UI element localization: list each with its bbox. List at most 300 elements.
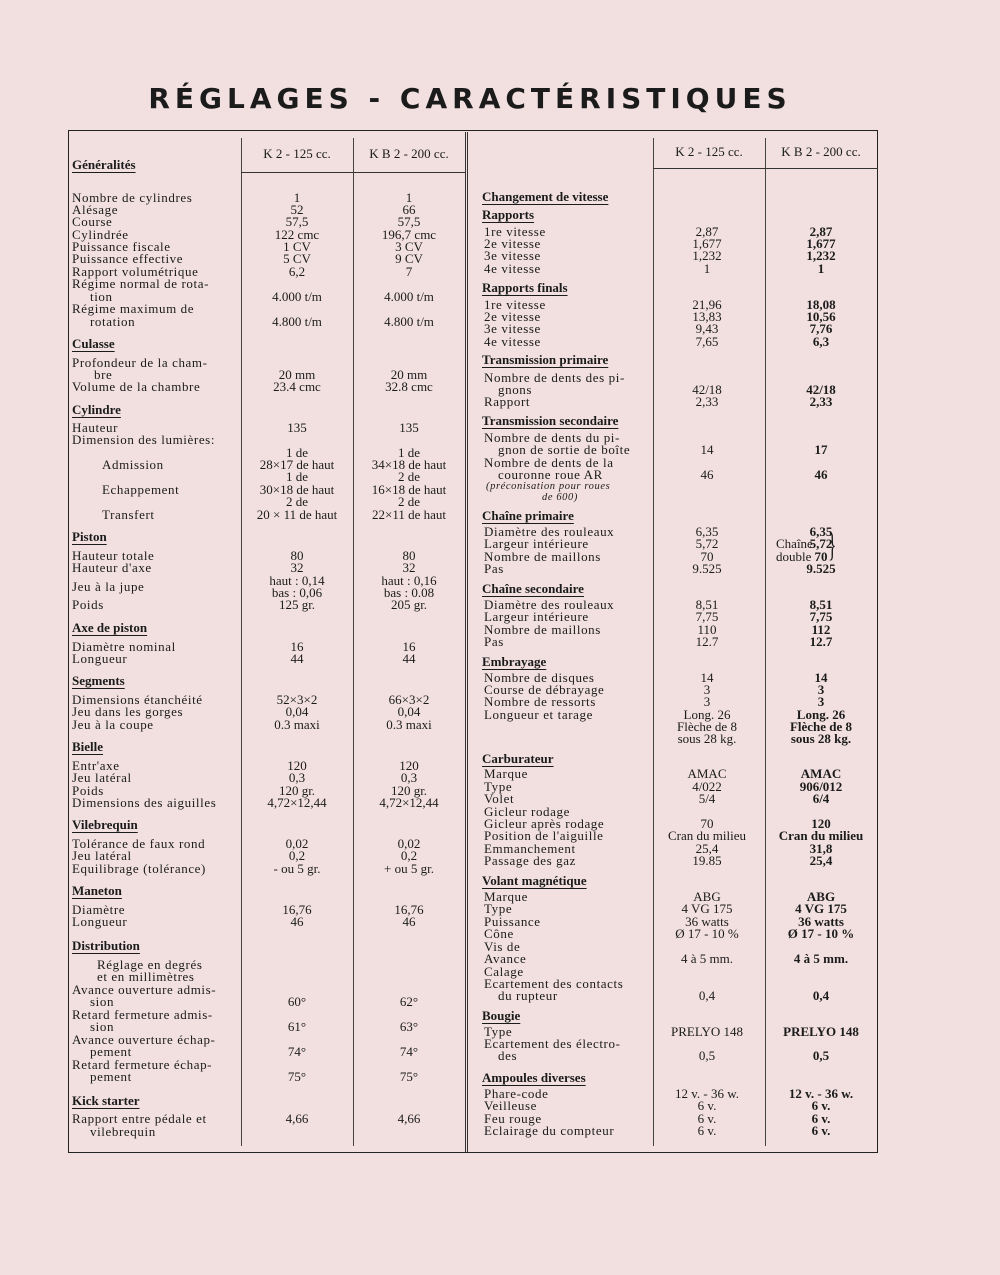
value-kb2: 17: [814, 442, 828, 457]
value-kb2: 4.000 t/m: [384, 289, 434, 304]
value-k2: 21,96: [692, 297, 722, 312]
value-kb2: 906/012: [799, 779, 843, 794]
value-k2: 4 à 5 mm.: [681, 951, 733, 966]
value-k2: sous 28 kg.: [677, 731, 737, 746]
section-heading: Cylindre: [72, 402, 121, 417]
spec-label: Jeu latéral: [72, 770, 132, 785]
value-kb2: 8,51: [809, 597, 833, 612]
section-heading: Culasse: [72, 336, 115, 351]
value-kb2: sous 28 kg.: [790, 731, 852, 746]
value-kb2: 25,4: [809, 853, 833, 868]
value-k2: 23.4 cmc: [273, 379, 321, 394]
value-kb2: 4,72×12,44: [379, 795, 439, 810]
value-kb2: 112: [811, 622, 831, 637]
spec-label: sion: [90, 1019, 115, 1034]
header-kb2-right: K B 2 - 200 cc.: [781, 144, 861, 159]
spec-label: 1re vitesse: [484, 224, 546, 239]
value-k2: 5 CV: [283, 251, 311, 266]
value-kb2: 10,56: [806, 309, 836, 324]
value-kb2: 6,35: [809, 524, 833, 539]
spec-label: Longueur et tarage: [484, 707, 593, 722]
spec-label: Nombre de dents du pi-: [484, 430, 620, 445]
value-k2: 1 de: [285, 469, 309, 484]
spec-label: Ecartement des contacts: [484, 976, 624, 991]
spec-label: Type: [484, 779, 513, 794]
spec-label: Avance ouverture admis-: [72, 982, 217, 997]
spec-label: Dimensions étanchéité: [72, 692, 203, 707]
value-k2: Long. 26: [683, 707, 731, 722]
section-heading: Changement de vitesse: [482, 189, 609, 204]
value-k2: 1: [293, 190, 301, 205]
spec-label: Position de l'aiguille: [484, 828, 604, 843]
spec-label: Cylindrée: [72, 227, 129, 242]
spec-label: Course: [72, 214, 113, 229]
spec-label: Diamètre nominal: [72, 639, 176, 654]
value-k2: 8,51: [695, 597, 719, 612]
value-kb2: 0,3: [400, 770, 418, 785]
section-heading: Rapports finals: [482, 280, 568, 295]
value-k2: 12.7: [695, 634, 719, 649]
value-kb2: 4 à 5 mm.: [793, 951, 849, 966]
value-k2: 61°: [287, 1019, 307, 1034]
value-kb2: 32.8 cmc: [385, 379, 433, 394]
spec-label: Feu rouge: [484, 1111, 542, 1126]
spec-label: Jeu dans les gorges: [72, 704, 184, 719]
value-kb2: 7: [405, 264, 413, 279]
value-kb2: 2 de: [397, 469, 421, 484]
value-k2: 13,83: [692, 309, 722, 324]
value-kb2: 57,5: [397, 214, 421, 229]
section-heading: Chaîne primaire: [482, 508, 574, 523]
spec-label: Dimension des lumières:: [72, 432, 216, 447]
spec-label: Profondeur de la cham-: [72, 355, 208, 370]
section-heading: Segments: [72, 673, 125, 688]
value-kb2: 80: [402, 548, 416, 563]
value-k2: AMAC: [687, 766, 727, 781]
spec-label: Echappement: [102, 482, 180, 497]
value-kb2: 18,08: [806, 297, 836, 312]
value-k2: 6 v.: [697, 1111, 717, 1126]
spec-label: Transfert: [102, 507, 155, 522]
value-k2: 16,76: [282, 902, 312, 917]
spec-label: Alésage: [72, 202, 119, 217]
spec-label: Nombre de dents de la: [484, 455, 614, 470]
value-k2: 125 gr.: [278, 597, 316, 612]
value-k2: 3: [703, 682, 711, 697]
spec-label: Puissance fiscale: [72, 239, 171, 254]
value-kb2: 4,66: [397, 1111, 421, 1126]
value-k2: 6 v.: [697, 1098, 717, 1113]
value-k2: 70: [700, 549, 714, 564]
spec-label: Rapport entre pédale et: [72, 1111, 207, 1126]
value-k2: 36 watts: [685, 914, 729, 929]
spec-label: Retard fermeture admis-: [72, 1007, 213, 1022]
spec-label: Puissance: [484, 914, 541, 929]
header-k2-right: K 2 - 125 cc.: [675, 144, 743, 159]
value-kb2: ABG: [806, 889, 836, 904]
section-heading: Bougie: [482, 1008, 521, 1023]
value-kb2: 70: [814, 549, 828, 564]
value-k2: 9,43: [695, 321, 719, 336]
value-k2: - ou 5 gr.: [273, 861, 321, 876]
spec-label: Nombre de maillons: [484, 549, 601, 564]
value-kb2: 1,232: [806, 248, 836, 263]
section-heading: Généralités: [72, 157, 136, 172]
value-kb2: 44: [402, 651, 416, 666]
value-kb2: 12 v. - 36 w.: [788, 1086, 854, 1101]
value-k2: 122 cmc: [274, 227, 320, 242]
value-k2: 30×18 de haut: [259, 482, 335, 497]
spec-label: Jeu à la coupe: [72, 717, 154, 732]
spec-label: Volet: [484, 791, 515, 806]
value-k2: 52: [290, 202, 304, 217]
value-k2: 0,5: [698, 1048, 716, 1063]
header-kb2-left: K B 2 - 200 cc.: [369, 146, 449, 161]
value-k2: 80: [290, 548, 304, 563]
spec-label: Hauteur d'axe: [72, 560, 152, 575]
value-k2: 14: [700, 670, 714, 685]
value-k2: 14: [700, 442, 714, 457]
spec-label: Largeur intérieure: [484, 536, 589, 551]
spec-label: Jeu latéral: [72, 848, 132, 863]
spec-label: Ecartement des électro-: [484, 1036, 621, 1051]
value-kb2: bas : 0.08: [383, 585, 435, 600]
value-kb2: 20 mm: [390, 367, 428, 382]
value-kb2: 16×18 de haut: [371, 482, 447, 497]
value-k2: 1,677: [692, 236, 722, 251]
value-kb2: 62°: [399, 994, 419, 1009]
section-heading: Rapports: [482, 207, 535, 222]
value-kb2: 120: [811, 816, 831, 831]
spec-label: Longueur: [72, 651, 128, 666]
value-kb2: 1: [405, 190, 413, 205]
spec-label: Avance: [484, 951, 527, 966]
value-kb2: 135: [399, 420, 419, 435]
spec-label: pement: [90, 1069, 132, 1084]
value-kb2: 75°: [399, 1069, 419, 1084]
spec-label: gnons: [498, 382, 533, 397]
section-heading: Embrayage: [482, 654, 547, 669]
spec-label: Cône: [484, 926, 514, 941]
value-kb2: 6/4: [812, 791, 830, 806]
section-heading: Axe de piston: [72, 620, 148, 635]
value-k2: 52×3×2: [276, 692, 318, 707]
value-kb2: 0,4: [812, 988, 830, 1003]
spec-label: Régime normal de rota-: [72, 276, 210, 291]
spec-label: 1re vitesse: [484, 297, 546, 312]
section-heading: Maneton: [72, 883, 122, 898]
spec-label: Vis de: [484, 939, 521, 954]
value-kb2: 2,87: [809, 224, 833, 239]
spec-label: Eclairage du compteur: [484, 1123, 615, 1138]
value-k2: 7,75: [695, 609, 719, 624]
value-k2: 9.525: [692, 561, 722, 576]
spec-label: Dimensions des aiguilles: [72, 795, 217, 810]
value-k2: 2,33: [695, 394, 719, 409]
value-k2: 6,35: [695, 524, 719, 539]
value-kb2: 6 v.: [811, 1111, 831, 1126]
spec-label: sion: [90, 994, 115, 1009]
value-k2: Ø 17 - 10 %: [675, 926, 739, 941]
value-kb2: Long. 26: [796, 707, 846, 722]
value-k2: 110: [697, 622, 717, 637]
spec-label: 4e vitesse: [484, 334, 541, 349]
spec-label: Volume de la chambre: [72, 379, 201, 394]
value-k2: 4.000 t/m: [272, 289, 322, 304]
value-k2: 2 de: [285, 494, 309, 509]
value-kb2: 0,2: [400, 848, 418, 863]
value-k2: 60°: [287, 994, 307, 1009]
spec-label: Passage des gaz: [484, 853, 577, 868]
value-k2: 12 v. - 36 w.: [674, 1086, 740, 1101]
spec-label: 2e vitesse: [484, 236, 541, 251]
value-k2: 25,4: [695, 841, 719, 856]
section-heading: Volant magnétique: [482, 873, 587, 888]
spec-label: Nombre de maillons: [484, 622, 601, 637]
value-k2: 28×17 de haut: [259, 457, 335, 472]
value-k2: 42/18: [692, 382, 722, 397]
value-k2: Cran du milieu: [668, 828, 746, 843]
spec-label: Type: [484, 901, 513, 916]
value-kb2: 32: [402, 560, 416, 575]
value-kb2: 2,33: [809, 394, 833, 409]
value-kb2: 2 de: [397, 494, 421, 509]
value-k2: 57,5: [285, 214, 309, 229]
section-heading: Distribution: [72, 938, 140, 953]
center-divider: [465, 132, 468, 1152]
spec-label: Poids: [72, 783, 104, 798]
value-k2: haut : 0,14: [269, 573, 325, 588]
spec-label: et en millimètres: [97, 969, 195, 984]
spec-label: de 600): [542, 492, 578, 503]
chain-note-line2: double: [776, 549, 812, 564]
spec-label: 2e vitesse: [484, 309, 541, 324]
value-kb2: 9.525: [806, 561, 836, 576]
spec-label: Tolérance de faux rond: [72, 836, 206, 851]
value-k2: 5/4: [698, 791, 716, 806]
spec-label: 3e vitesse: [484, 248, 541, 263]
value-k2: 1 de: [285, 445, 309, 460]
spec-label: Gicleur après rodage: [484, 816, 605, 831]
value-k2: 1: [703, 261, 711, 276]
value-kb2: 4.800 t/m: [384, 314, 434, 329]
value-kb2: 196,7 cmc: [381, 227, 437, 242]
section-heading: Bielle: [72, 739, 104, 754]
spec-label: Gicleur rodage: [484, 804, 570, 819]
spec-label: Calage: [484, 964, 524, 979]
value-k2: 70: [700, 816, 714, 831]
value-kb2: 5,72: [809, 536, 833, 551]
spec-label: vilebrequin: [90, 1124, 156, 1139]
value-k2: 1,232: [692, 248, 722, 263]
chain-note: [776, 538, 813, 563]
value-kb2: 16,76: [394, 902, 424, 917]
spec-label: couronne roue AR: [498, 467, 603, 482]
value-k2: 32: [290, 560, 304, 575]
value-kb2: 3: [817, 694, 825, 709]
spec-label: Nombre de cylindres: [72, 190, 193, 205]
spec-label: Entr'axe: [72, 758, 120, 773]
value-kb2: 7,75: [809, 609, 833, 624]
spec-label: Marque: [484, 889, 529, 904]
spec-label: Admission: [102, 457, 164, 472]
value-kb2: 3 CV: [395, 239, 423, 254]
spec-label: Nombre de ressorts: [484, 694, 596, 709]
value-kb2: 0,02: [397, 836, 421, 851]
spec-label: Rapport volumétrique: [72, 264, 199, 279]
value-kb2: AMAC: [800, 766, 842, 781]
value-k2: 74°: [287, 1044, 307, 1059]
spec-label: gnon de sortie de boîte: [498, 442, 631, 457]
section-heading: Transmission primaire: [482, 352, 609, 367]
value-kb2: 0,5: [812, 1048, 830, 1063]
value-kb2: Ø 17 - 10 %: [787, 926, 855, 941]
value-k2: 46: [700, 467, 714, 482]
section-heading: Piston: [72, 529, 107, 544]
spec-label: Diamètre des rouleaux: [484, 597, 615, 612]
spec-label: (préconisation pour roues: [486, 481, 611, 492]
spec-label: Jeu à la jupe: [72, 579, 145, 594]
value-kb2: 22×11 de haut: [371, 507, 446, 522]
value-kb2: 6,3: [812, 334, 830, 349]
value-kb2: 34×18 de haut: [371, 457, 447, 472]
spec-label: des: [498, 1048, 518, 1063]
section-heading: Vilebrequin: [72, 817, 138, 832]
value-kb2: 66×3×2: [388, 692, 430, 707]
spec-label: Marque: [484, 766, 529, 781]
spec-label: Largeur intérieure: [484, 609, 589, 624]
value-kb2: 205 gr.: [390, 597, 428, 612]
value-kb2: 4 VG 175: [795, 901, 847, 916]
spec-label: Type: [484, 1024, 513, 1039]
spec-label: Régime maximum de: [72, 301, 195, 316]
value-kb2: 36 watts: [798, 914, 844, 929]
spec-label: Puissance effective: [72, 251, 184, 266]
value-k2: 0,4: [698, 988, 716, 1003]
spec-label: rotation: [90, 314, 136, 329]
value-kb2: 16: [402, 639, 416, 654]
spec-label: Hauteur totale: [72, 548, 155, 563]
value-k2: 5,72: [695, 536, 719, 551]
value-k2: 75°: [287, 1069, 307, 1084]
brace-icon: }: [828, 527, 837, 564]
value-k2: 0,2: [288, 848, 306, 863]
value-k2: 4 VG 175: [681, 901, 733, 916]
value-k2: 20 mm: [278, 367, 316, 382]
spec-label: Poids: [72, 597, 104, 612]
section-heading: Chaîne secondaire: [482, 581, 584, 596]
header-rule: [653, 168, 878, 169]
spec-label: tion: [90, 289, 113, 304]
value-kb2: 7,76: [809, 321, 833, 336]
value-kb2: 1,677: [806, 236, 836, 251]
value-k2: 0,04: [285, 704, 309, 719]
spec-label: du rupteur: [498, 988, 558, 1003]
value-k2: 4/022: [692, 779, 722, 794]
value-kb2: 1 de: [397, 445, 421, 460]
value-kb2: PRELYO 148: [783, 1024, 859, 1039]
value-k2: 2,87: [695, 224, 719, 239]
value-k2: bas : 0,06: [271, 585, 323, 600]
page-title: RÉGLAGES - CARACTÉRISTIQUES: [148, 82, 792, 115]
header-rule: [241, 172, 465, 173]
spec-label: Retard fermeture échap-: [72, 1057, 213, 1072]
value-k2: 3: [703, 694, 711, 709]
value-k2: 135: [287, 420, 307, 435]
section-heading: Transmission secondaire: [482, 413, 619, 428]
value-k2: 4.800 t/m: [272, 314, 322, 329]
value-k2: 0,3: [288, 770, 306, 785]
value-k2: 44: [290, 651, 304, 666]
value-k2: 120 gr.: [278, 783, 316, 798]
section-heading: Ampoules diverses: [482, 1070, 586, 1085]
value-kb2: Flèche de 8: [789, 719, 853, 734]
spec-label: Nombre de disques: [484, 670, 595, 685]
value-kb2: 0.3 maxi: [386, 717, 432, 732]
spec-label: Equilibrage (tolérance): [72, 861, 206, 876]
value-kb2: 0,04: [397, 704, 421, 719]
spec-label: Rapport: [484, 394, 531, 409]
value-kb2: + ou 5 gr.: [384, 861, 434, 876]
value-k2: 4,72×12,44: [267, 795, 327, 810]
value-k2: ABG: [693, 889, 721, 904]
spec-label: Diamètre: [72, 902, 126, 917]
section-heading: Kick starter: [72, 1093, 140, 1108]
value-kb2: 6 v.: [811, 1098, 831, 1113]
spec-label: Longueur: [72, 914, 128, 929]
value-kb2: 74°: [399, 1044, 419, 1059]
spec-label: pement: [90, 1044, 132, 1059]
value-kb2: haut : 0,16: [381, 573, 437, 588]
value-k2: 1 CV: [283, 239, 311, 254]
spec-label: Course de débrayage: [484, 682, 605, 697]
value-kb2: 31,8: [809, 841, 833, 856]
value-kb2: 66: [402, 202, 416, 217]
value-k2: 6 v.: [697, 1123, 717, 1138]
section-heading: Carburateur: [482, 751, 554, 766]
value-k2: 20 × 11 de haut: [256, 507, 338, 522]
value-k2: 16: [290, 639, 304, 654]
value-kb2: 14: [814, 670, 828, 685]
header-k2-left: K 2 - 125 cc.: [263, 146, 331, 161]
spec-label: Diamètre des rouleaux: [484, 524, 615, 539]
value-kb2: 9 CV: [395, 251, 423, 266]
spec-label: Réglage en degrés: [97, 957, 203, 972]
value-k2: 6,2: [288, 264, 306, 279]
value-k2: PRELYO 148: [670, 1024, 743, 1039]
value-k2: Flèche de 8: [677, 719, 737, 734]
spec-label: 3e vitesse: [484, 321, 541, 336]
spec-label: Pas: [484, 634, 504, 649]
value-kb2: 6 v.: [811, 1123, 831, 1138]
value-kb2: Cran du milieu: [778, 828, 864, 843]
spec-label: Hauteur: [72, 420, 119, 435]
value-kb2: 1: [817, 261, 825, 276]
value-k2: 7,65: [695, 334, 719, 349]
value-k2: 46: [290, 914, 304, 929]
value-kb2: 3: [817, 682, 825, 697]
value-kb2: 12.7: [809, 634, 833, 649]
value-kb2: 63°: [399, 1019, 419, 1034]
spec-label: Pas: [484, 561, 504, 576]
spec-label: 4e vitesse: [484, 261, 541, 276]
value-k2: 120: [287, 758, 307, 773]
spec-label: Avance ouverture échap-: [72, 1032, 216, 1047]
value-kb2: 42/18: [806, 382, 836, 397]
spec-label: Phare-code: [484, 1086, 549, 1101]
spec-label: Nombre de dents des pi-: [484, 370, 625, 385]
value-k2: 19.85: [692, 853, 722, 868]
